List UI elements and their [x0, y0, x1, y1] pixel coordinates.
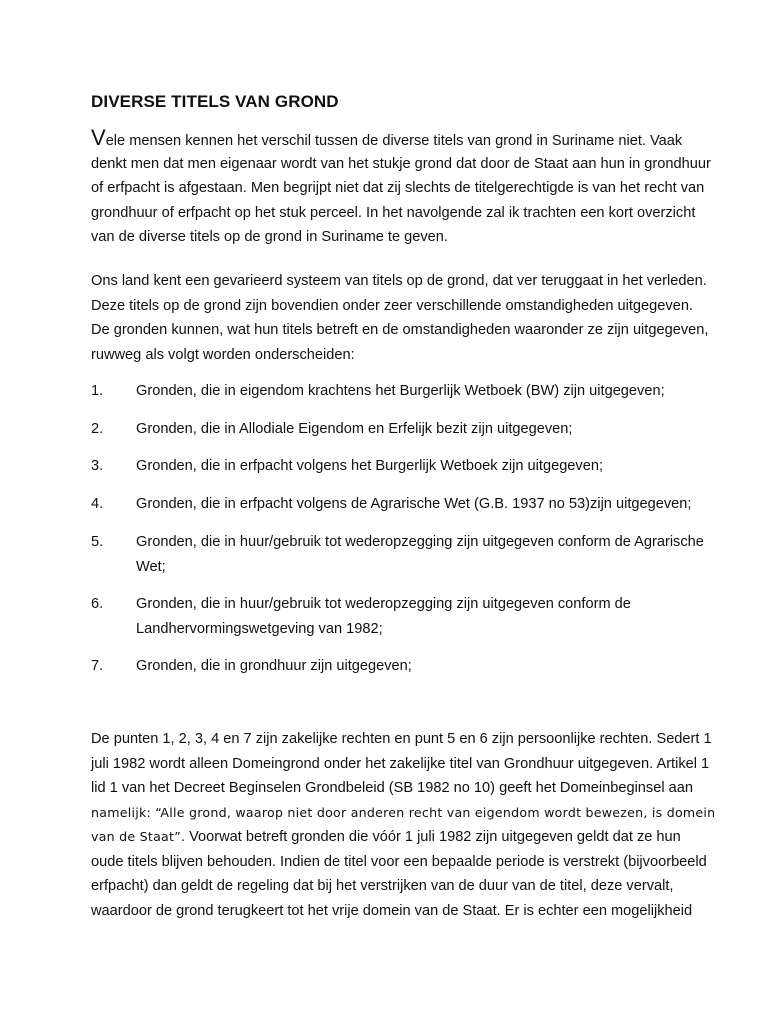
rights-line-5-text: . Voorwat betreft gronden die vóór 1 juli 1982 zijn uitgegeven geldt dat ze hun: [180, 829, 681, 845]
list-number: 3.: [91, 458, 104, 474]
rights-line-3: lid 1 van het Decreet Beginselen Grondbeleid (SB 1982 no 10) geeft het Domeinbeginsel aan: [91, 780, 693, 796]
intro-line-1-text: ele mensen kennen het verschil tussen de diverse titels van grond in Suriname niet. Vaak: [105, 133, 683, 149]
system-line-4: ruwweg als volgt worden onderscheiden:: [91, 346, 355, 363]
list-text-line: Gronden, die in erfpacht volgens de Agrarische Wet (G.B. 1937 no 53)zijn uitgegeven;: [136, 496, 692, 512]
rights-line-5: [91, 825, 691, 850]
rights-paragraph: [91, 727, 716, 923]
system-line-2: Deze titels op de grond zijn bovendien onder zeer verschillende omstandigheden uitgegeven.: [91, 297, 693, 314]
list-text: [136, 417, 706, 442]
document-title: DIVERSE TITELS VAN GROND: [91, 92, 339, 111]
list-text-line: Gronden, die in Allodiale Eigendom en Erfelijk bezit zijn uitgegeven;: [136, 421, 573, 437]
dropcap-letter: V: [91, 125, 106, 150]
rights-line-4-quote: namelijk: “Alle grond, waarop niet door anderen recht van eigendom wordt bewezen, is domein: [91, 804, 716, 820]
list-text: [136, 454, 706, 479]
list-text: [136, 530, 706, 579]
rights-line-8: waardoor de grond terugkeert tot het vrije domein van de Staat. Er is echter een mogelijkheid: [91, 902, 693, 919]
quote-end: van de Staat”: [91, 829, 181, 844]
system-line-3: De gronden kunnen, wat hun titels betreft en de omstandigheden waaronder ze zijn uitgegeven,: [91, 322, 709, 338]
rights-line-1: De punten 1, 2, 3, 4 en 7 zijn zakelijke rechten en punt 5 en 6 zijn persoonlijke rechten. Sedert 1: [91, 731, 712, 747]
system-line-1: Ons land kent een gevarieerd systeem van titels op de grond, dat ver teruggaat in het verleden.: [91, 273, 707, 289]
intro-line-3: of erfpacht is afgestaan. Men begrijpt niet dat zij slechts de titelgerechtigde is van het recht van: [91, 180, 705, 196]
rights-line-6: oude titels blijven behouden. Indien de titel voor een bepaalde periode is verstrekt (bijvoorbeeld: [91, 853, 707, 870]
list-number: 6.: [91, 596, 104, 612]
rights-line-2: juli 1982 wordt alleen Domeingrond onder het zakelijke titel van Grondhuur uitgegeven. Artikel 1: [91, 755, 710, 772]
list-text-line: Gronden, die in erfpacht volgens het Burgerlijk Wetboek zijn uitgegeven;: [136, 458, 604, 474]
list-text: [136, 654, 706, 679]
intro-line-5: van de diverse titels op de grond in Suriname te geven.: [91, 229, 448, 245]
intro-line-2: denkt men dat men eigenaar wordt van het stukje grond dat door de Staat aan hun in grondhuur: [91, 155, 711, 172]
intro-line-1: [91, 126, 691, 154]
list-text-line: Gronden, die in huur/gebruik tot wederopzegging zijn uitgegeven conform de: [136, 596, 631, 612]
list-text: [136, 592, 706, 641]
list-number: 4.: [91, 496, 104, 512]
rights-line-7: erfpacht) dan geldt de regeling dat bij het verstrijken van de duur van de titel, deze vervalt,: [91, 878, 674, 894]
list-text: [136, 379, 706, 404]
intro-paragraph: [91, 125, 711, 250]
list-text-line: Gronden, die in eigendom krachtens het Burgerlijk Wetboek (BW) zijn uitgegeven;: [136, 383, 665, 399]
list-number: 1.: [91, 383, 104, 399]
list-text: [136, 492, 706, 517]
list-text-line: Landhervormingswetgeving van 1982;: [136, 620, 383, 637]
list-text-line: Gronden, die in grondhuur zijn uitgegeven;: [136, 658, 412, 674]
system-paragraph: [91, 269, 709, 367]
list-number: 7.: [91, 658, 104, 674]
list-text-line: Wet;: [136, 558, 166, 575]
list-number: 2.: [91, 421, 104, 437]
intro-line-4: grondhuur of erfpacht op het stuk perceel. In het navolgende zal ik trachten een kort overzicht: [91, 204, 696, 221]
list-number: 5.: [91, 534, 104, 550]
list-text-line: Gronden, die in huur/gebruik tot wederopzegging zijn uitgegeven conform de Agrarische: [136, 534, 704, 550]
